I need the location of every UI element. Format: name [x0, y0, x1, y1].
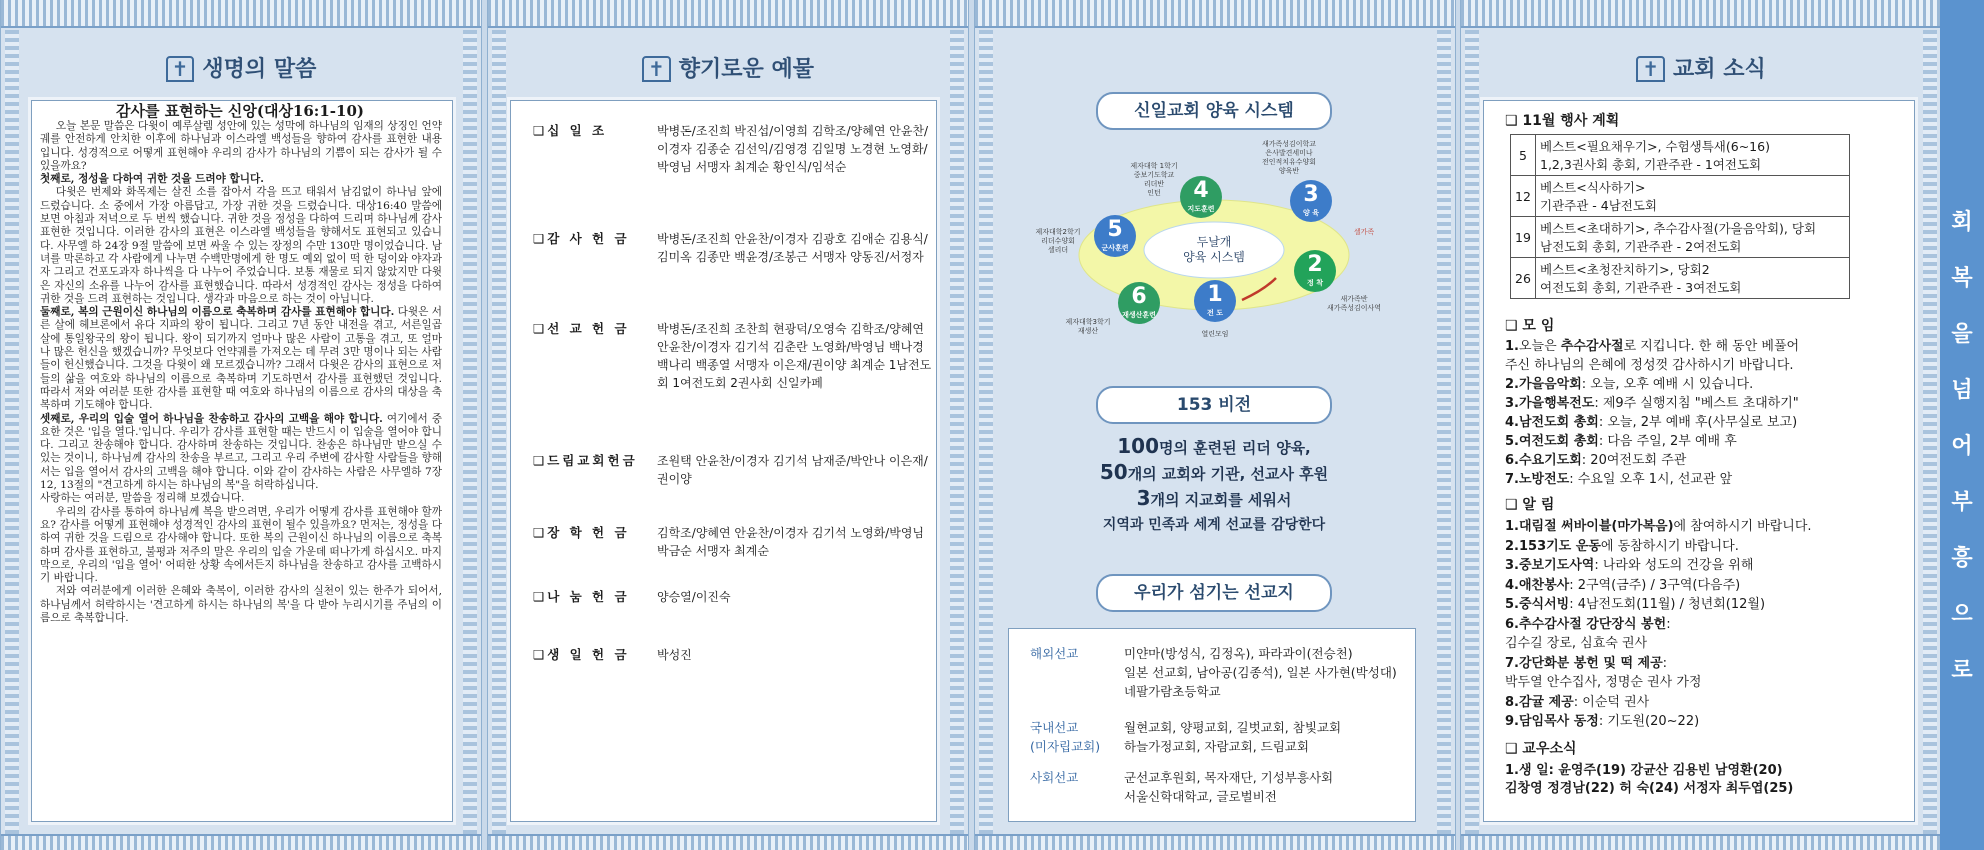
sermon-title: 감사를 표현하는 신앙(대상16:1-10): [116, 102, 364, 120]
event-row: [1511, 176, 1850, 217]
vision-line-1: 100명의 훈련된 리더 양육,: [1117, 434, 1311, 458]
offering-names: 양승열/이진숙: [657, 590, 731, 604]
offering-names: 박병돈/조진희 박진섭/이영희 김학조/양혜연 안윤찬/이경자 김종순 김선익/김영경 김일명 노경현 노영화/박영님 서맹자 최계순 황인식/임석순: [657, 124, 929, 174]
event-date: 19: [1511, 217, 1536, 258]
sermon-paragraph: 사랑하는 여러분, 말씀을 정리해 보겠습니다.: [40, 492, 245, 505]
meeting-item: 3.가을행복전도: 제9주 실행지침 "베스트 초대하기": [1505, 396, 1799, 411]
event-text: 베스트<초청잔치하기>, 당회2 여전도회 총회, 기관주관 - 3여전도회: [1536, 258, 1850, 299]
notice-item: 1.대림절 써바이블(마가복음)에 참여하시기 바랍니다.: [1505, 519, 1812, 534]
mission-fields-title: 우리가 섬기는 선교지: [1096, 574, 1332, 612]
meeting-item: 4.남전도회 총회: 오늘, 2부 예배 후(사무실로 보고): [1505, 415, 1798, 430]
ornament-frame: [1923, 30, 1937, 834]
sermon-paragraph: 첫째로, 정성을 다하여 귀한 것을 드려야 합니다.: [40, 173, 264, 186]
mission-category: 국내선교 (미자립교회): [1030, 720, 1101, 754]
ornament-frame: [979, 30, 993, 834]
vision-line-3: 3개의 지교회를 세워서: [1136, 486, 1292, 510]
event-text: 베스트<필요채우기>, 수험생특새(6~16) 1,2,3권사회 총회, 기관주관 - 1여전도회: [1536, 135, 1850, 176]
notice-item: 5.중식서빙: 4남전도회(11월) / 청년회(12월): [1505, 597, 1766, 612]
notice-item: 박두열 안수집사, 정명순 권사 가정: [1505, 675, 1702, 690]
offering-names: 박병돈/조진희 안윤찬/이경자 김광호 김애순 김용식/김미옥 김종만 백윤경/조봉근 서맹자 양동진/서정자: [657, 232, 928, 264]
offering-label: ❑나 눔 헌 금: [533, 589, 630, 604]
mission-values: 군선교후원회, 목자재단, 기성부흥사회 서울신학대학교, 글로벌비전: [1124, 770, 1334, 804]
offering-label: ❑감 사 헌 금: [533, 231, 630, 246]
vision-153-title: 153 비전: [1096, 386, 1332, 424]
meeting-item: 주신 하나님의 은혜에 정성껏 감사하시기 바랍니다.: [1505, 358, 1794, 373]
sermon-paragraph: 다윗은 번제와 화목제는 살진 소를 잡아서 각을 뜨고 태워서 남김없이 하나님 앞에 드렸습니다. 소 중에서 가장 아름답고, 가장 귀한 것을 드렸습니다. 대상16:40 말씀에 보면 아침과 저녁으로 두 번씩 했습니다. 귀한 것을 정성을 다하여 드리며 하나님께 감사 표현한 것입니다. 이러한 감사의 표현은 이스라엘 백성들을 향해서도 표현되고 있습니다. 사무엘 하 24장 9절 말씀에 보면 싸울 수 있는 장정의 수만 130만 명이었습니다. 남녀를 막론하고 각 사람에게 나누면 수백만명에게 한 명도 예외 없이 떡 한 덩이와 야자과자 그리고 건포도과자 하나씩을 다 나누어 주었습니다. 보통 재물로 되지 않았지만 다윗은 자신의 소유를 나누어 감사를 표현했습니다. 따라서 성경적인 감사는 정성을 다하여 귀한 것을 드려 표현하는 것입니다. 생각과 마음으로 하는 것이 아닙니다.: [40, 186, 442, 305]
vision-line-2: 50개의 교회와 기관, 선교사 후원: [1099, 460, 1329, 484]
motto-char: 을: [1951, 322, 1973, 347]
offering-label: ❑선 교 헌 금: [533, 321, 630, 336]
mission-category: 사회선교: [1030, 770, 1079, 785]
mission-values: 월현교회, 양평교회, 길벗교회, 참빛교회 하늘가정교회, 자람교회, 드림교회: [1124, 720, 1342, 754]
motto-char: 어: [1951, 434, 1973, 459]
event-row: [1511, 217, 1850, 258]
event-text: 베스트<초대하기>, 추수감사절(가을음악회), 당회 남전도회 총회, 기관주관 - 2여전도회: [1536, 217, 1850, 258]
event-row: [1511, 258, 1850, 299]
motto-char: 흥: [1951, 546, 1973, 571]
motto-char: 로: [1951, 658, 1973, 683]
node-6: 6 재생산훈련: [1118, 282, 1160, 324]
events-table: [1510, 134, 1850, 299]
offering-names: 박병돈/조진희 조찬희 현광덕/오영숙 김학조/양혜연 안윤찬/이경자 김기석 김춘란 노영화/박영님 백나경 백나리 백종열 서맹자 이은재/권이양 최계순 1남전도회 1여전도회 2권사회 신일카페: [657, 322, 932, 390]
label-newcomer: 새가족반 새가족성김이사역: [1326, 295, 1382, 312]
label-cell-family: 셀가족: [1353, 228, 1375, 236]
nurture-diagram: [1014, 140, 1414, 350]
offering-label: ❑드림교회헌금: [533, 453, 638, 468]
sermon-paragraph: 오늘 본문 말씀은 다윗이 예루살렘 성안에 있는 성막에 하나님의 임재의 상징인 언약궤를 안전하게 안치한 이후에 하나님과 이스라엘 백성들을 향하여 감사를 표현한 내용입니다. 성경적으로 어떻게 표현해야 우리의 감사가 하나님의 기쁨이 되는 감사가 될 수 있을까요?: [40, 120, 442, 172]
sermon-paragraph: 저와 여러분에게 이러한 은혜와 축복이, 이러한 감사의 실천이 있는 한주가 되어서, 하나님께서 허락하시는 '견고하게 하시는 하나님의 복'을 다 받아 누리시기를 주님의 이름으로 축복합니다.: [40, 585, 442, 624]
panel-title: [488, 52, 968, 83]
motto-strip: [1940, 0, 1984, 850]
meeting-item: 2.가을음악회: 오늘, 오후 예배 시 있습니다.: [1505, 377, 1754, 392]
offering-names: 김학조/양혜연 안윤찬/이경자 김기석 노영화/박영님 박금순 서맹자 최계순: [657, 526, 925, 558]
meeting-item: 5.여전도회 총회: 다음 주일, 2부 예배 후: [1505, 434, 1737, 449]
label-nurture-programs: 새가족성김이학교 은사발견세미나 전인적치유수양회 양육반: [1261, 140, 1317, 175]
motto-char: 넘: [1951, 378, 1973, 403]
member-line: 김창영 정경남(22) 허 숙(24) 서정자 최두엽(25): [1505, 781, 1794, 796]
label-open-meeting: 열린모임: [1201, 330, 1229, 338]
notice-item: 김수길 장로, 심효숙 권사: [1505, 636, 1648, 651]
event-date: 26: [1511, 258, 1536, 299]
nurture-system-title: 신일교회 양육 시스템: [1096, 92, 1332, 130]
cross-icon: ✝: [1636, 56, 1665, 82]
sermon-paragraph: 둘째로, 복의 근원이신 하나님의 이름으로 축복하며 감사를 표현해야 합니다. 다윗은 서른 살에 헤브론에서 유다 지파의 왕이 됩니다. 그리고 7년 동안 내전을 겪고, 서른일곱 살에 통일왕국의 왕이 됩니다. 왕이 되기까지 얼마나 많은 사람이 고통을 겪고, 또 얼마나 많은 헌신을 했겠습니까? 무엇보다 언약궤를 가져오는 데 무려 3만 명이나 되는 사람들이 헌신했습니다. 그것을 다윗이 왜 모르겠습니까? 그래서 다윗은 감사의 표현으로 저들의 삶을 여호와 하나님의 이름으로 축복하며 기도하면서 감사를 표현했던 것입니다. 따라서 저와 여러분 또한 감사를 표현할 때 여호와 하나님의 이름으로 감사의 대상을 축복하며 기도해야 합니다.: [40, 306, 442, 412]
cross-icon: ✝: [166, 56, 195, 82]
events-header: ❑ 11월 행사 계획: [1505, 113, 1620, 129]
notice-item: 4.애찬봉사: 2구역(금주) / 3구역(다음주): [1505, 577, 1741, 593]
ornament-frame: [492, 30, 506, 834]
node-2: 2 정 착: [1294, 250, 1336, 292]
notice-item: 3.중보기도사역: 나라와 성도의 건강을 위해: [1505, 558, 1754, 573]
sermon-paragraph: 우리의 감사를 통하여 하나님께 복을 받으려면, 우리가 어떻게 감사를 표현해야 할까요? 감사를 어떻게 표현해야 성경적인 감사의 표현이 될수 있을까요? 먼저는, 정성을 다하여 귀한 것을 드림으로 감사해야 합니다. 또한 복의 근원이신 하나님의 이름으로 축복하며 감사를 표현하고, 불평과 저주의 말은 우리의 입술 가운데 떠나가게 하십시오. 마지막으로, 우리의 '입을 열어' 어떠한 상황 속에서든지 하나님을 찬송하고 감사를 고백하시기 바랍니다.: [40, 505, 442, 585]
ornament-frame: [950, 30, 964, 834]
member-line: 1.생 일: 윤영주(19) 강균산 김용빈 남영환(20): [1505, 763, 1783, 778]
node-4: 4 지도훈련: [1180, 176, 1222, 218]
offering-names: 조원택 안윤찬/이경자 김기석 남재준/박안나 이은재/권이양: [657, 454, 928, 486]
node-1: 1 전 도: [1194, 280, 1236, 322]
event-row: [1511, 135, 1850, 176]
mission-category: 해외선교: [1030, 646, 1079, 661]
sermon-paragraph: 셋째로, 우리의 입술 열어 하나님을 찬송하고 감사의 고백을 해야 합니다. 여기에서 중요한 것은 '입을 열다.'입니다. 우리가 감사를 표현할 때는 반드시 이 입술을 열어야 합니다. 그리고 찬송해야 합니다. 감사하며 찬송하는 것입니다. 찬송은 하나님만 받으실 수 있는 것이니, 하나님께 감사의 찬송을 부르고, 그리고 우리 주변에 감사할 사람들을 향해서는 입을 열어서 감사의 고백을 해야 합니다. 이와 같이 감사하는 사람은 사무엘하 7장 12, 13절의 "견고하게 하시는 하나님의 복"을 허락하십니다.: [40, 412, 442, 492]
node-5: 5 군사훈련: [1094, 215, 1136, 257]
motto-char: 부: [1951, 490, 1973, 515]
notice-item: 9.담임목사 동정: 기도원(20~22): [1505, 714, 1700, 729]
notice-item: 8.감귤 제공: 이순덕 권사: [1505, 694, 1650, 710]
notice-item: 6.추수감사절 강단장식 봉헌:: [1505, 616, 1671, 632]
mission-values: 미얀마(방성식, 김정옥), 파라과이(전승천) 일본 선교회, 남아공(김종석), 일본 사가현(박성대) 네팔가람초등학교: [1124, 646, 1397, 699]
panel-title-text: 생명의 말씀: [202, 57, 317, 82]
panel-title: [1, 52, 481, 83]
offering-label: ❑장 학 헌 금: [533, 525, 630, 540]
cross-icon: ✝: [642, 56, 671, 82]
ornament-frame: [5, 30, 19, 834]
ornament-frame: [1437, 30, 1451, 834]
label-disciple-2: 제자대학2학기 리더수양회 셀리더: [1035, 228, 1081, 254]
members-header: ❑ 교우소식: [1505, 741, 1577, 757]
motto-char: 으: [1951, 602, 1973, 627]
meetings-header: ❑ 모 임: [1505, 318, 1555, 334]
sermon-body: [40, 120, 442, 810]
notices-header: ❑ 알 림: [1505, 497, 1555, 513]
label-disciple-3: 제자대학3학기 재생산: [1065, 318, 1111, 335]
panel-title-text: 향기로운 예물: [678, 57, 814, 82]
event-date: 12: [1511, 176, 1536, 217]
event-date: 5: [1511, 135, 1536, 176]
diagram-center-line2: 양육 시스템: [1183, 250, 1245, 264]
diagram-center-line1: 두날개: [1196, 235, 1232, 249]
offering-names: 박성진: [657, 648, 692, 662]
meeting-item: 6.수요기도회: 20여전도회 주관: [1505, 453, 1687, 468]
label-disciple-1: 제자대학 1학기 중보기도학교 리더반 인턴: [1130, 162, 1178, 197]
panel-title: [1461, 52, 1941, 83]
meeting-item: 7.노방전도: 수요일 오후 1시, 선교관 앞: [1505, 472, 1733, 487]
panel-title-text: 교회 소식: [1673, 57, 1766, 82]
vision-line-4: 지역과 민족과 세계 선교를 감당한다: [1102, 517, 1326, 533]
notice-item: 7.강단화분 봉헌 및 떡 제공:: [1505, 655, 1668, 671]
motto-char: 회: [1951, 210, 1973, 235]
notice-item: 2.153기도 운동에 동참하시기 바랍니다.: [1505, 538, 1739, 554]
offering-label: ❑십 일 조: [533, 123, 608, 138]
offering-label: ❑생 일 헌 금: [533, 647, 630, 662]
ornament-frame: [463, 30, 477, 834]
motto-char: 복: [1951, 266, 1973, 291]
event-text: 베스트<식사하기> 기관주관 - 4남전도회: [1536, 176, 1850, 217]
meeting-item: 1.오늘은 추수감사절로 지킵니다. 한 해 동안 베풀어: [1505, 339, 1800, 354]
ornament-frame: [1465, 30, 1479, 834]
node-3: 3 양 육: [1290, 180, 1332, 222]
